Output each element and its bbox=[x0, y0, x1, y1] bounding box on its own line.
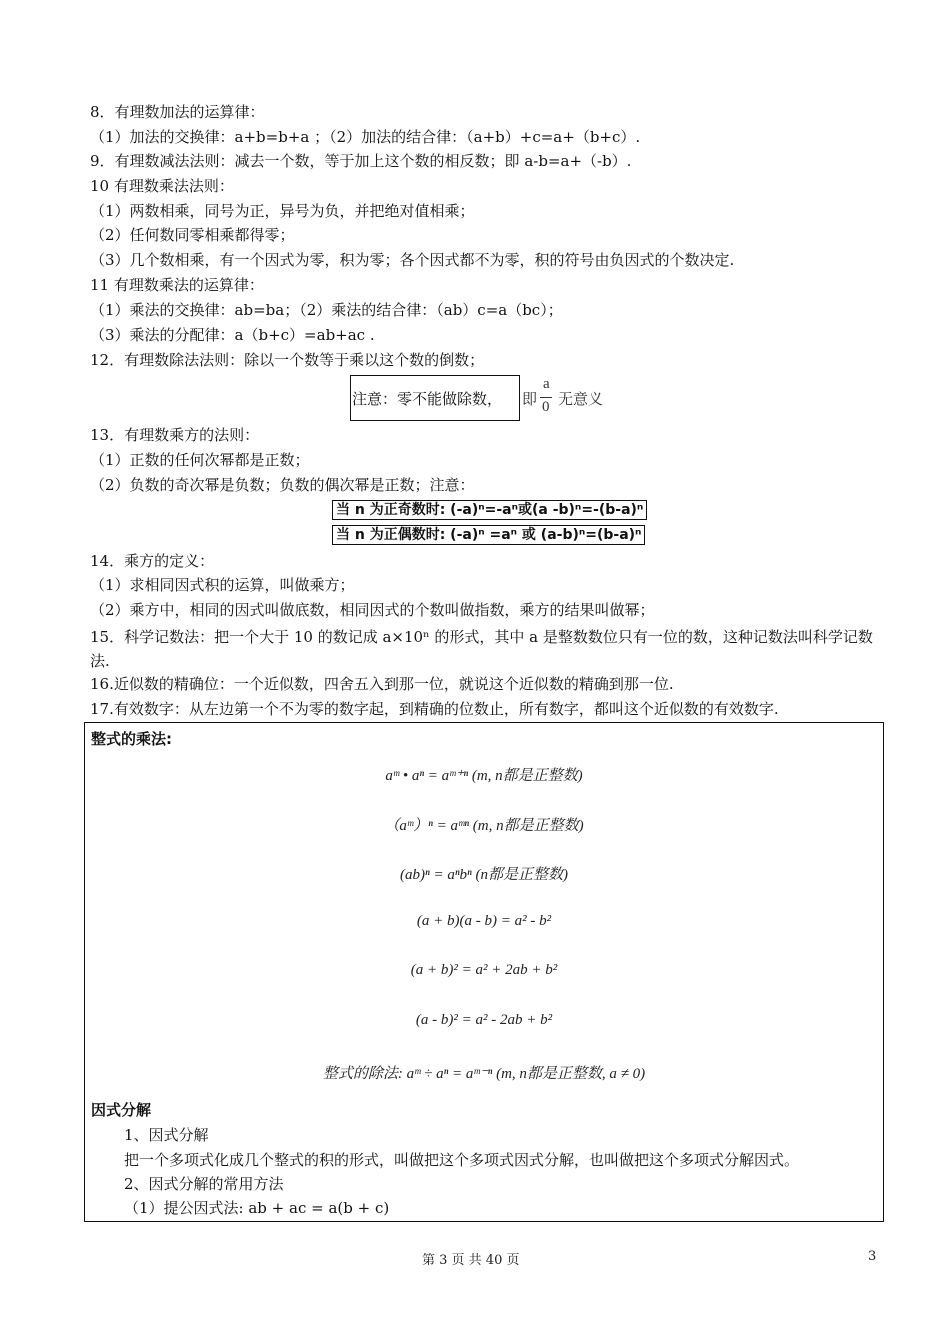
text-line: 12．有理数除法法则：除以一个数等于乘以这个数的倒数； bbox=[90, 351, 485, 369]
text-line: 13．有理数乘方的法则： bbox=[90, 426, 260, 444]
text-line: 14．乘方的定义： bbox=[90, 552, 215, 570]
text-line: （1）求相同因式积的运算，叫做乘方； bbox=[90, 576, 355, 594]
list-item: （1）提公因式法: ab + ac = a(b + c) bbox=[124, 1199, 390, 1217]
text-line: （3）乘法的分配律：a（b+c）=ab+ac . bbox=[90, 326, 375, 344]
section-heading: 整式的乘法: bbox=[91, 730, 172, 748]
text-line: 9．有理数减法法则：减去一个数，等于加上这个数的相反数；即 a-b=a+（-b）. bbox=[90, 152, 632, 170]
text-line: 8．有理数加法的运算律： bbox=[90, 103, 265, 121]
note-post: 无意义 bbox=[558, 392, 604, 408]
formula: (a - b)² = a² - 2ab + b² bbox=[415, 1012, 553, 1028]
list-item: 把一个多项式化成几个整式的积的形式，叫做把这个多项式因式分解，也叫做把这个多项式分解因式。 bbox=[124, 1151, 800, 1169]
formula: 整式的除法: aᵐ ÷ aⁿ = aᵐ⁻ⁿ (m, n都是正整数, a ≠ 0) bbox=[322, 1066, 646, 1082]
formula: (ab)ⁿ = aⁿbⁿ (n都是正整数) bbox=[399, 867, 569, 883]
section-heading: 因式分解 bbox=[91, 1101, 152, 1119]
formula: (a + b)(a - b) = a² - b² bbox=[416, 913, 552, 929]
text-line: 15．科学记数法：把一个大于 10 的数记成 a×10ⁿ 的形式，其中 a 是整数数位只有一位的数，这种记数法叫科学记数法. bbox=[90, 628, 873, 670]
list-item: 2、因式分解的常用方法 bbox=[124, 1175, 284, 1193]
text-line: 11 有理数乘法的运算律： bbox=[90, 276, 264, 294]
text-line: （1）乘法的交换律：ab=ba；（2）乘法的结合律：（ab）c=a（bc）； bbox=[90, 301, 563, 319]
text-line: （2）乘方中，相同的因式叫做底数，相同因式的个数叫做指数，乘方的结果叫做幂； bbox=[90, 601, 655, 619]
text-line: （3）几个数相乘，有一个因式为零，积为零；各个因式都不为零，积的符号由负因式的个数决定. bbox=[90, 251, 735, 269]
formula: （aᵐ）ⁿ = aᵐⁿ (m, n都是正整数) bbox=[384, 818, 584, 834]
text-line: （2）任何数同零相乘都得零； bbox=[90, 226, 295, 244]
note-label: 注意：零不能做除数， bbox=[352, 390, 503, 408]
formula: (a + b)² = a² + 2ab + b² bbox=[410, 962, 558, 978]
text-line: （1）正数的任何次幂都是正数； bbox=[90, 451, 310, 469]
page-footer: 第 3 页 共 40 页 bbox=[422, 1253, 520, 1268]
odd-power-rule: 当 n 为正奇数时: (-a)ⁿ=-aⁿ或(a -b)ⁿ=-(b-a)ⁿ bbox=[332, 500, 647, 520]
text-line: 17.有效数字：从左边第一个不为零的数字起，到精确的位数止，所有数字，都叫这个近似数的有效数字. bbox=[90, 700, 779, 718]
text-line: （2）负数的奇次幂是负数；负数的偶次幂是正数；注意： bbox=[90, 476, 475, 494]
list-item: 1、因式分解 bbox=[124, 1126, 209, 1144]
text-line: 10 有理数乘法法则： bbox=[90, 177, 234, 195]
text-line: （1）加法的交换律：a+b=b+a ；（2）加法的结合律：（a+b）+c=a+（b+c）. bbox=[90, 128, 641, 146]
text-line: （1）两数相乘，同号为正，异号为负，并把绝对值相乘； bbox=[90, 202, 475, 220]
note-pre: 即 bbox=[522, 392, 538, 408]
fraction-denominator: 0 bbox=[542, 399, 550, 415]
formula: aᵐ • aⁿ = aᵐ⁺ⁿ (m, n都是正整数) bbox=[385, 768, 583, 784]
fraction-numerator: a bbox=[543, 376, 550, 392]
text-line: 16.近似数的精确位：一个近似数，四舍五入到那一位，就说这个近似数的精确到那一位. bbox=[90, 675, 674, 693]
even-power-rule: 当 n 为正偶数时: (-a)ⁿ =aⁿ 或 (a-b)ⁿ=(b-a)ⁿ bbox=[332, 525, 645, 545]
page-number: 3 bbox=[868, 1249, 877, 1264]
fraction-bar bbox=[540, 397, 552, 398]
